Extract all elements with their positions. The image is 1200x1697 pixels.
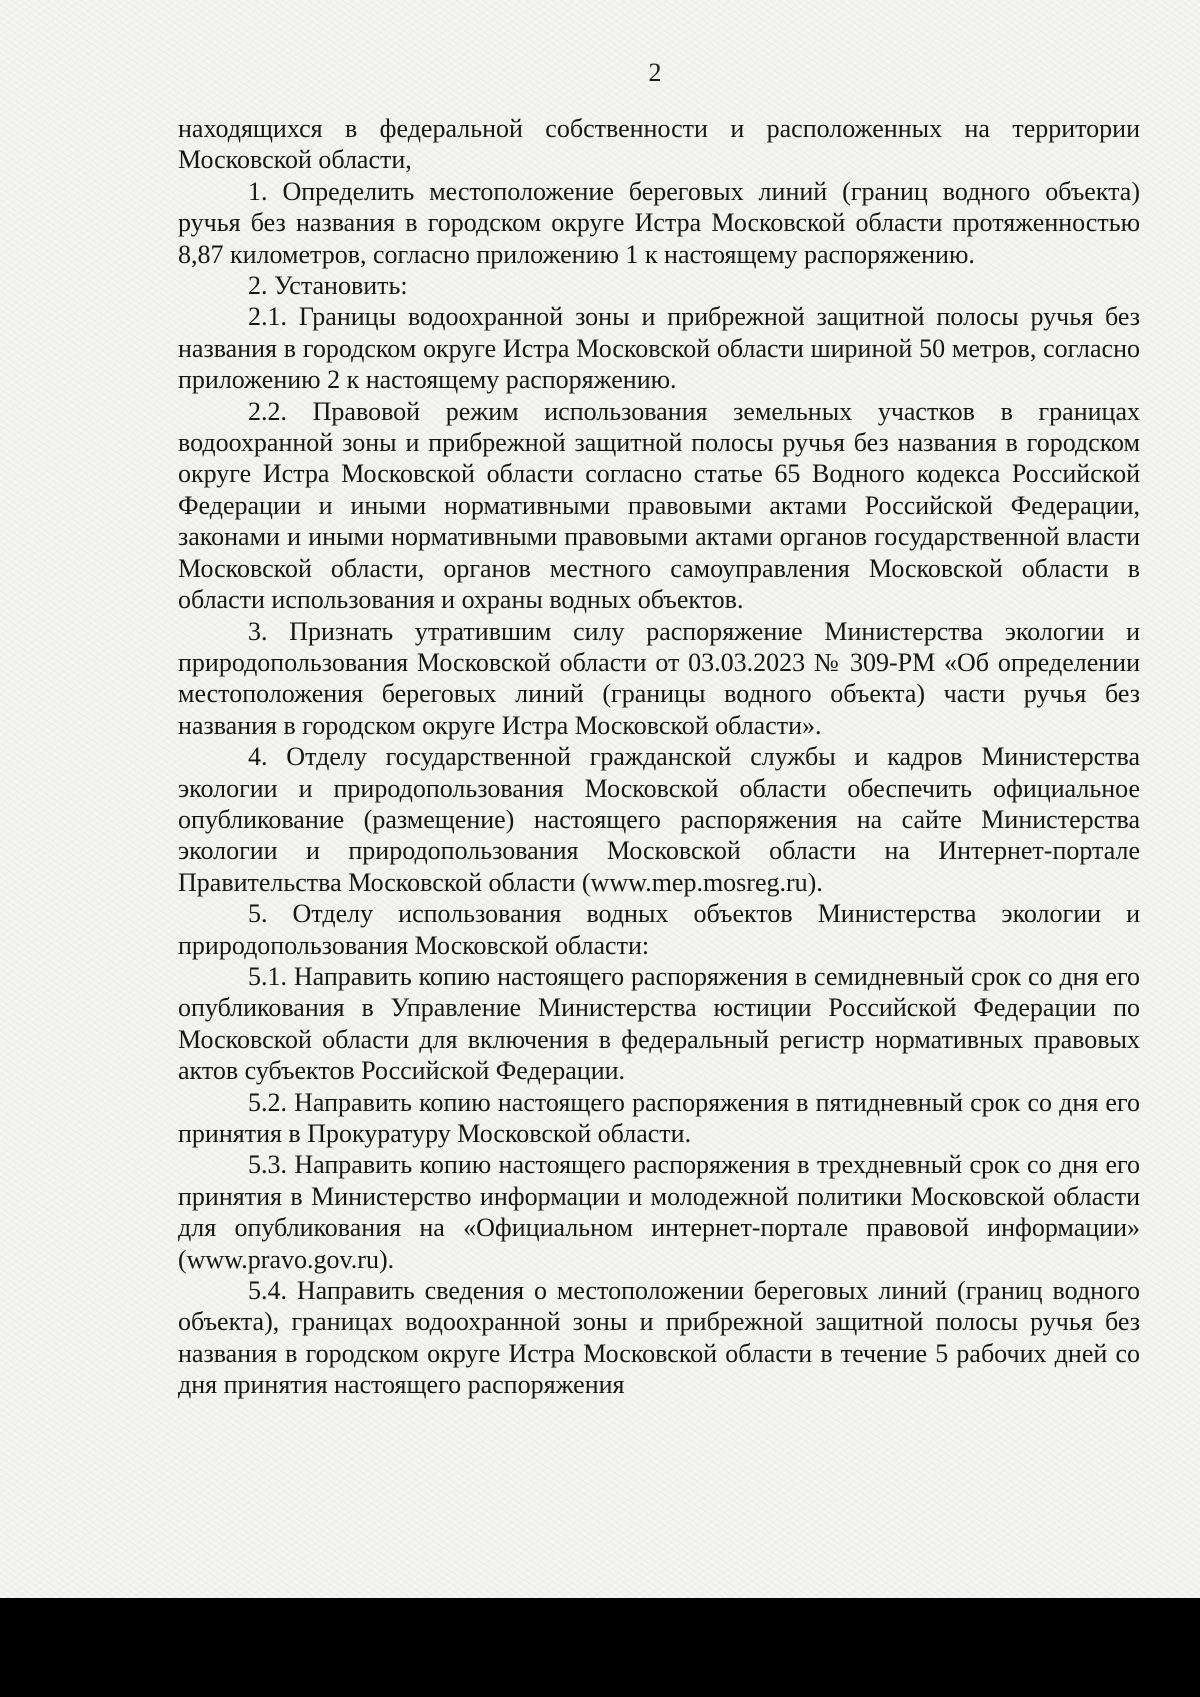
paragraph-item-5: 5. Отделу использования водных объектов Министерства экологии и природопользования Московской области: bbox=[178, 899, 1140, 960]
document-body bbox=[178, 113, 1140, 1401]
paragraph-item-5-1: 5.1. Направить копию настоящего распоряжения в семидневный срок со дня его опубликования в Управление Министерства юстиции Российской Федерации по Московской области для включения в федеральный регистр нормативных правовых актов субъектов Российской Федерации. bbox=[178, 961, 1140, 1086]
paragraph-item-1: 1. Определить местоположение береговых линий (границ водного объекта) ручья без названия в городском округе Истра Московской области протяженностью 8,87 километров, согласно приложению 1 к настоящему распоряжению. bbox=[178, 176, 1140, 269]
paragraph-item-2: 2. Установить: bbox=[248, 271, 408, 301]
paragraph-item-5-4: 5.4. Направить сведения о местоположении береговых линий (границ водного объекта), границах водоохранной зоны и прибрежной защитной полосы ручья без названия в городском округе Истра Московской области в течение 5 рабочих дней со дня принятия настоящего распоряжения bbox=[178, 1276, 1140, 1400]
paragraph-item-2-2: 2.2. Правовой режим использования земельных участков в границах водоохранной зоны и прибрежной защитной полосы ручья без названия в городском округе Истра Московской области согласно статье 65 Водного кодекса Российской Федерации и иными нормативными правовыми актами Российской Федерации, законами и иными нормативными правовыми актами органов государственной власти Московской области, органов местного самоуправления Московской области в области использования и охраны водных объектов. bbox=[178, 396, 1140, 615]
scan-bottom-border bbox=[0, 1598, 1200, 1697]
paragraph-item-2-1: 2.1. Границы водоохранной зоны и прибрежной защитной полосы ручья без названия в городском округе Истра Московской области шириной 50 метров, согласно приложению 2 к настоящему распоряжению. bbox=[178, 302, 1140, 395]
paragraph-item-3: 3. Признать утратившим силу распоряжение Министерства экологии и природопользования Московской области от 03.03.2023 № 309-РМ «Об определении местоположения береговых линий (границы водного объекта) части ручья без названия в городском округе Истра Московской области». bbox=[178, 616, 1140, 740]
paragraph-item-4: 4. Отделу государственной гражданской службы и кадров Министерства экологии и природопользования Московской области обеспечить официальное опубликование (размещение) настоящего распоряжения на сайте Министерства экологии и природопользования Московской области на Интернет-портале Правительства Московской области (www.mep.mosreg.ru). bbox=[178, 742, 1140, 897]
paragraph-item-5-3: 5.3. Направить копию настоящего распоряжения в трехдневный срок со дня его принятия в Министерство информации и молодежной политики Московской области для опубликования на «Официальном интернет-портале правовой информации» (www.pravo.gov.ru). bbox=[178, 1150, 1140, 1274]
paragraph-item-5-2: 5.2. Направить копию настоящего распоряжения в пятидневный срок со дня его принятия в Прокуратуру Московской области. bbox=[178, 1087, 1140, 1148]
paragraph-continuation: находящихся в федеральной собственности и расположенных на территории Московской области, bbox=[178, 114, 1140, 175]
page-number: 2 bbox=[648, 58, 662, 87]
